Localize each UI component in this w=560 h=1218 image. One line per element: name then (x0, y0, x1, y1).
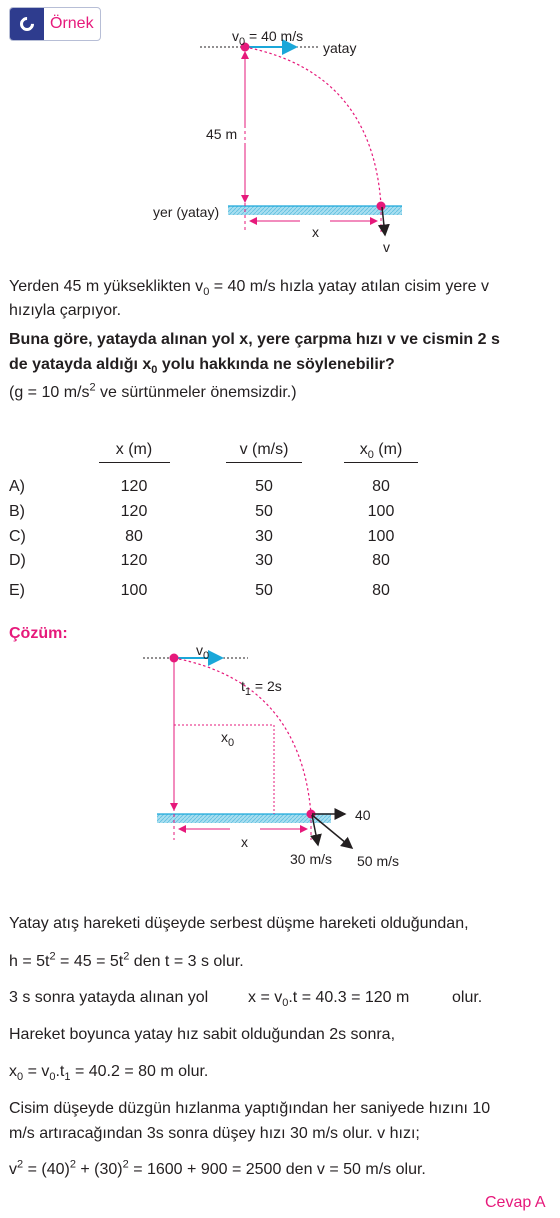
question-line-2: hızıyla çarpıyor. (9, 302, 122, 319)
trajectory-curve (245, 47, 381, 205)
question-bold-2: de yatayda aldığı $x_0$ yolu hakkında ne söylenebilir? (9, 356, 395, 377)
diagram2-vertical-speed: 30 m/s (290, 851, 333, 867)
ground-hatch (228, 206, 402, 215)
option-e-v: 50 (255, 582, 273, 599)
solution-title: Çözüm: (9, 625, 68, 642)
start-point-2 (170, 654, 179, 663)
solution-line-3-end: olur. (452, 989, 483, 1006)
question-line-1: Yerden 45 m yükseklikten $v_0 = 40$ m/s hızla yatay atılan cisim yere v (9, 278, 489, 299)
table-header-v: v (m/s) (239, 441, 289, 458)
solution-line-5: $x_0 = v_0.t_1 = 40.2 = 80$ m olur. (9, 1063, 209, 1084)
diagram1-v-label: v (383, 239, 390, 255)
solution-line-1: Yatay atış hareketi düşeyde serbest düşme hareketi olduğundan, (9, 915, 469, 932)
question-bold-1: Buna göre, yatayda alınan yol x, yere çarpma hızı v ve cismin 2 s (9, 331, 500, 348)
solution-line-6: Cisim düşeyde düzgün hızlanma yaptığından her saniyede hızını 10 (9, 1100, 491, 1117)
solution-line-2: $h = 5t^2 = 45 = 5t^2$ den t = 3 s olur. (9, 950, 244, 970)
option-d-label: D) (9, 552, 26, 569)
option-a-x: 120 (120, 478, 148, 495)
diagram1-x-label: x (312, 224, 319, 240)
option-c-label: C) (9, 528, 26, 545)
solution-line-7: m/s artıracağından 3s sonra düşey hızı 30 m/s olur. v hızı; (9, 1125, 420, 1142)
option-b-x0: 100 (367, 503, 395, 520)
answer-label: Cevap A (485, 1194, 546, 1211)
solution-line-8: $v^2 = (40)^2 + (30)^2 = 1600 + 900 = 2500$ den v = 50 m/s olur. (9, 1158, 426, 1178)
badge-label: Örnek (50, 15, 94, 32)
option-a-v: 50 (255, 478, 273, 495)
diagram1-yatay-label: yatay (323, 40, 357, 56)
option-e-label: E) (9, 582, 25, 599)
diagram2-resultant-speed: 50 m/s (357, 853, 400, 869)
option-a-x0: 80 (372, 478, 390, 495)
option-a-label: A) (9, 478, 25, 495)
diagram2-t1-label: $t_1 = 2s$ (241, 678, 282, 698)
question-note: (g = 10 $m/s^2$ ve sürtünmeler önemsizdir.) (9, 381, 297, 401)
option-c-x0: 100 (367, 528, 395, 545)
diagram1-ground-label: yer (yatay) (153, 204, 220, 220)
header-rule-x0 (344, 462, 418, 463)
diagram2-horizontal-speed: 40 (355, 807, 371, 823)
diagram2-v0-label: $v_0$ (196, 642, 210, 662)
solution-line-4: Hareket boyunca yatay hız sabit olduğundan 2s sonra, (9, 1026, 396, 1043)
projectile-diagram-2 (0, 630, 560, 870)
option-e-x0: 80 (372, 582, 390, 599)
option-c-v: 30 (255, 528, 273, 545)
diagram2-x-label: x (241, 834, 248, 850)
option-b-v: 50 (255, 503, 273, 520)
header-rule-x (99, 462, 170, 463)
header-rule-v (226, 462, 302, 463)
ground-hatch-2 (157, 814, 331, 823)
option-c-x: 80 (125, 528, 143, 545)
diagram1-height-label: 45 m (206, 126, 238, 142)
option-d-x0: 80 (372, 552, 390, 569)
option-d-x: 120 (120, 552, 148, 569)
option-d-v: 30 (255, 552, 273, 569)
diagram2-x0-label: $x_0$ (221, 729, 235, 749)
solution-line-3: 3 s sonra yatayda alınan yol (9, 989, 209, 1006)
option-b-label: B) (9, 503, 25, 520)
option-b-x: 120 (120, 503, 148, 520)
diagram1-v0-label: $v_0 = 40$ m/s (232, 28, 304, 48)
table-header-x: x (m) (115, 441, 153, 458)
solution-line-3-formula: $x = v_0.t = 40.3 = 120$ m (248, 989, 410, 1010)
table-header-x0: $x_0$ (m) (359, 441, 403, 462)
option-e-x: 100 (120, 582, 148, 599)
